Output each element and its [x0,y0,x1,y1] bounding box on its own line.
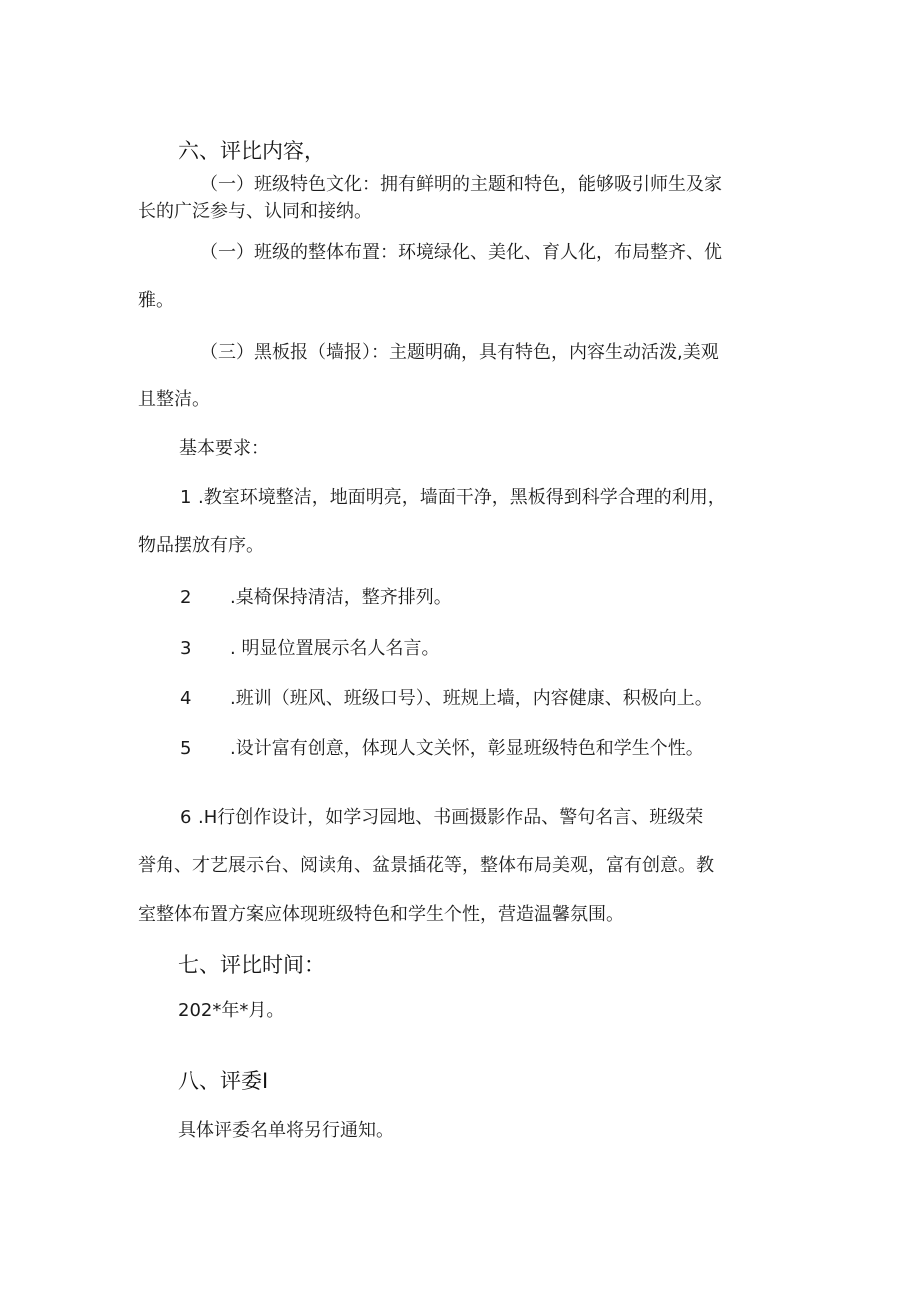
item-two-line-1: （一）班级的整体布置：环境绿化、美化、育人化，布局整齐、优 [200,242,722,263]
requirement-1-line-2: 物品摆放有序。 [138,535,264,556]
requirement-4-text: .班训（班风、班级口号）、班规上墙，内容健康、积极向上。 [230,688,713,709]
requirement-6-text: .H行创作设计，如学习园地、书画摄影作品、警句名言、班级荣 [198,807,704,828]
item-two-line-2: 雅。 [138,290,174,311]
requirement-6-line-2: 誉角、才艺展示台、阅读角、盆景插花等，整体布局美观，富有创意。教 [138,855,714,876]
requirement-3-text: . 明显位置展示名人名言。 [230,638,440,659]
requirement-5-number: 5 [180,738,192,759]
item-one-line-1: （一）班级特色文化：拥有鲜明的主题和特色，能够吸引师生及家 [200,174,722,195]
item-one-line-2: 长的广泛参与、认同和接纳。 [138,201,372,222]
requirement-4-number: 4 [180,688,192,709]
requirement-2-number: 2 [180,587,192,608]
requirement-3-number: 3 [180,638,192,659]
section-six-heading: 六、评比内容， [178,139,325,163]
requirement-4 [180,686,713,712]
requirement-5-text: .设计富有创意，体现人文关怀，彰显班级特色和学生个性。 [230,738,704,759]
requirement-2 [180,585,452,611]
item-three-line-1: （三）黑板报（墙报）：主题明确，具有特色，内容生动活泼,美观 [200,342,719,363]
evaluation-time: 202*年*月。 [178,1000,285,1021]
requirement-3 [180,636,439,662]
section-eight-heading: 八、评委I [178,1069,269,1093]
requirement-5 [180,736,704,762]
requirement-1-text: .教室环境整洁，地面明亮，墙面干净，黑板得到科学合理的利用， [198,487,726,508]
item-three-line-2: 且整洁。 [138,389,210,410]
requirement-6-number: 6 [180,807,192,828]
requirements-label: 基本要求： [179,438,269,459]
requirement-1-number: 1 [180,487,192,508]
requirement-6-line-3: 室整体布置方案应体现班级特色和学生个性，营造温馨氛围。 [138,904,624,925]
section-seven-heading: 七、评比时间： [178,953,325,977]
requirement-6-line-1 [180,805,703,831]
judges-note: 具体评委名单将另行通知。 [178,1120,394,1141]
requirement-2-text: .桌椅保持清洁，整齐排列。 [230,587,452,608]
requirement-1-line-1 [180,485,726,511]
